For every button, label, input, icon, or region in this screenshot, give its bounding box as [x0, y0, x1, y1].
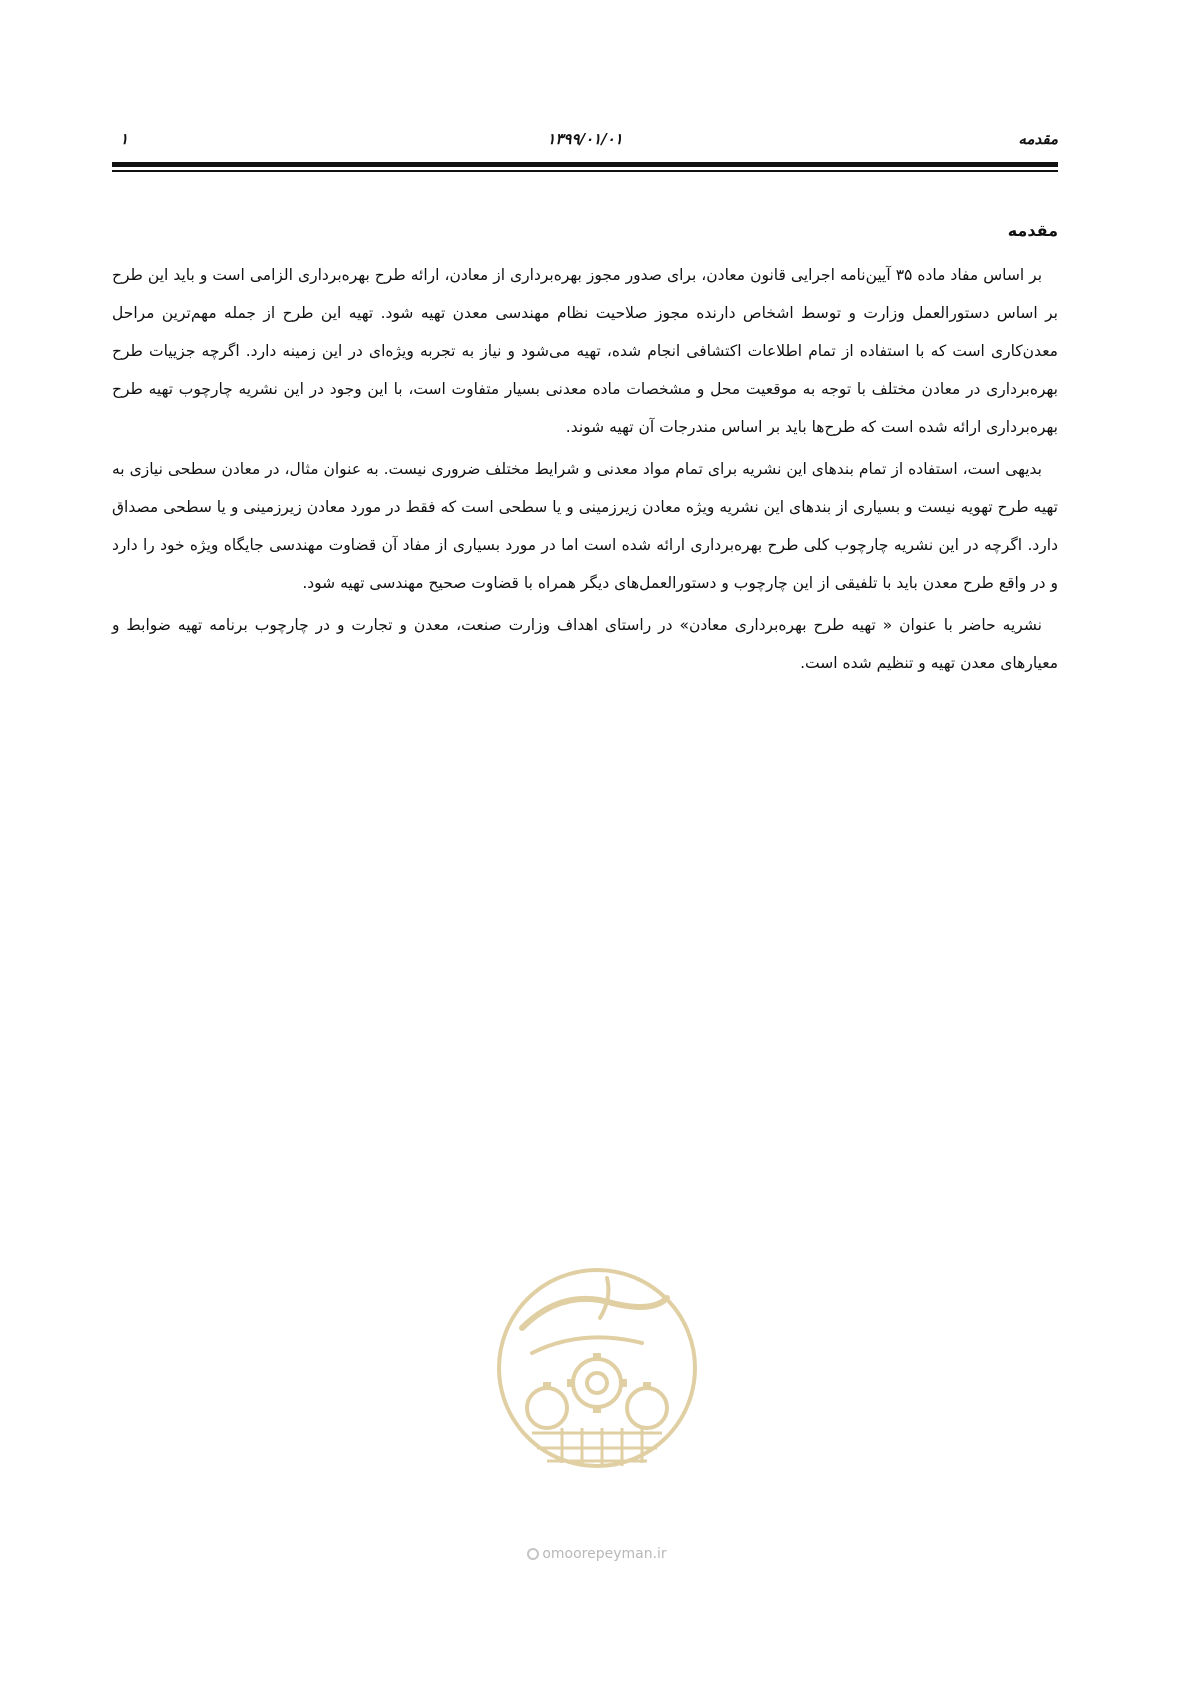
paragraph-1: بر اساس مفاد ماده ۳۵ آیین‌نامه اجرایی قانون معادن، برای صدور مجوز بهره‌برداری از معادن، ارائه طرح بهره‌برداری الزامی است و باید این طرح بر اساس دستورالعمل وزارت و توسط اشخاص دارنده مجوز صلاحیت نظام مهندسی معدن تهیه شود. تهیه این طرح از جمله مهم‌ترین مراحل معدن‌کاری است که با استفاده از تمام اطلاعات اکتشافی انجام شده، تهیه می‌شود و نیاز به تجربه ویژه‌ای در این زمینه دارد. اگرچه جزییات طرح بهره‌برداری در معادن مختلف با توجه به موقعیت محل و مشخصات ماده معدنی بسیار متفاوت است، با این وجود در این نشریه چارچوب تهیه طرح بهره‌برداری ارائه شده است که طرح‌ها باید بر اساس مندرجات آن تهیه شوند. — [112, 266, 1058, 436]
header-date: ۱۳۹۹/۰۱/۰۱ — [547, 130, 623, 148]
section-title: مقدمه — [1007, 221, 1058, 240]
header-title: مقدمه — [1018, 130, 1058, 148]
main-content — [112, 218, 1058, 686]
watermark-globe-icon — [527, 1548, 539, 1560]
header-rule-thick — [112, 162, 1058, 167]
page-header — [112, 128, 1058, 156]
watermark-logo-icon — [492, 1258, 702, 1538]
watermark-url-text: omoorepeyman.ir — [542, 1546, 667, 1562]
paragraph-3: نشریه حاضر با عنوان « تهیه طرح بهره‌برداری معادن» در راستای اهداف وزارت صنعت، معدن و تجارت و در چارچوب برنامه تهیه ضوابط و معیارهای معدن تهیه و تنظیم شده است. — [112, 616, 1058, 672]
watermark-url — [492, 1546, 702, 1562]
header-rule-thin — [112, 170, 1058, 172]
header-page-number: ۱ — [120, 130, 129, 148]
paragraph-2: بدیهی است، استفاده از تمام بندهای این نشریه برای تمام مواد معدنی و شرایط مختلف ضروری نیست. به عنوان مثال، در معادن سطحی نیازی به تهیه طرح تهویه نیست و بسیاری از بندهای این نشریه ویژه معادن زیرزمینی و یا سطحی است که فقط در مورد معادن زیرزمینی و یا سطحی مصداق دارد. اگرچه در این نشریه چارچوب کلی طرح بهره‌برداری ارائه شده است اما در مورد بسیاری از مفاد آن قضاوت مهندسی جایگاه ویژه خود را دارد و در واقع طرح معدن باید با تلفیقی از این چارچوب و دستورالعمل‌های دیگر همراه با قضاوت صحیح مهندسی تهیه شود. — [112, 460, 1058, 592]
